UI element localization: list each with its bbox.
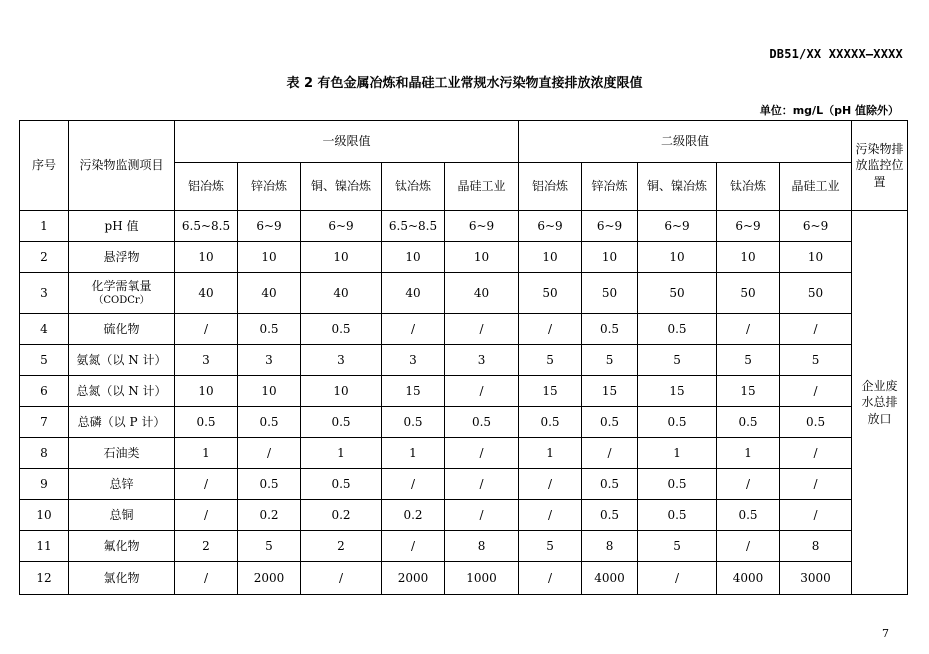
header-grade1: 一级限值 xyxy=(175,121,519,163)
value-cell: 1 xyxy=(175,438,238,469)
value-cell: 0.5 xyxy=(238,407,301,438)
value-cell: 0.2 xyxy=(382,500,445,531)
table-row xyxy=(20,438,908,469)
row-item: 氨氮（以 N 计） xyxy=(69,345,175,376)
value-cell: 1 xyxy=(382,438,445,469)
header-sub: 锌冶炼 xyxy=(238,163,301,211)
value-cell: 1 xyxy=(638,438,717,469)
value-cell: 0.5 xyxy=(301,407,382,438)
value-cell: 6~9 xyxy=(519,211,582,242)
value-cell: 3 xyxy=(301,345,382,376)
value-cell: 15 xyxy=(717,376,780,407)
value-cell: 50 xyxy=(519,273,582,314)
value-cell: 5 xyxy=(238,531,301,562)
value-cell: / xyxy=(519,562,582,595)
value-cell: 0.5 xyxy=(238,314,301,345)
row-number: 10 xyxy=(20,500,69,531)
page-number: 7 xyxy=(882,627,889,640)
table-row xyxy=(20,531,908,562)
value-cell: 0.2 xyxy=(238,500,301,531)
header-location: 污染物排放监控位置 xyxy=(852,121,908,211)
value-cell: 6~9 xyxy=(780,211,852,242)
header-sub: 晶硅工业 xyxy=(445,163,519,211)
value-cell: 0.5 xyxy=(519,407,582,438)
table-row xyxy=(20,273,908,314)
value-cell: 0.5 xyxy=(638,407,717,438)
header-seq: 序号 xyxy=(20,121,69,211)
value-cell: / xyxy=(445,500,519,531)
value-cell: 3000 xyxy=(780,562,852,595)
row-item xyxy=(69,273,175,314)
value-cell: / xyxy=(780,376,852,407)
value-cell: 15 xyxy=(638,376,717,407)
row-item: 氟化物 xyxy=(69,531,175,562)
table-row xyxy=(20,376,908,407)
value-cell: / xyxy=(519,500,582,531)
table-row xyxy=(20,500,908,531)
value-cell: 15 xyxy=(519,376,582,407)
value-cell: 0.5 xyxy=(238,469,301,500)
value-cell: 6.5~8.5 xyxy=(382,211,445,242)
value-cell: 50 xyxy=(582,273,638,314)
value-cell: 50 xyxy=(780,273,852,314)
value-cell: 0.5 xyxy=(445,407,519,438)
row-item: 总锌 xyxy=(69,469,175,500)
value-cell: 8 xyxy=(445,531,519,562)
document-code: DB51/XX XXXXX—XXXX xyxy=(769,47,903,61)
header-sub: 铝冶炼 xyxy=(519,163,582,211)
value-cell: 6~9 xyxy=(238,211,301,242)
value-cell: / xyxy=(519,469,582,500)
value-cell: / xyxy=(638,562,717,595)
table-title: 表 2 有色金属冶炼和晶硅工业常规水污染物直接排放浓度限值 xyxy=(286,76,643,91)
value-cell: / xyxy=(175,314,238,345)
value-cell: 10 xyxy=(382,242,445,273)
value-cell: 0.5 xyxy=(638,500,717,531)
value-cell: 2000 xyxy=(382,562,445,595)
value-cell: 5 xyxy=(717,345,780,376)
value-cell: 0.5 xyxy=(638,314,717,345)
value-cell: / xyxy=(780,314,852,345)
value-cell: 10 xyxy=(238,376,301,407)
row-number: 3 xyxy=(20,273,69,314)
value-cell: 10 xyxy=(445,242,519,273)
value-cell: 3 xyxy=(175,345,238,376)
value-cell: 40 xyxy=(175,273,238,314)
value-cell: / xyxy=(582,438,638,469)
value-cell: / xyxy=(717,531,780,562)
value-cell: 15 xyxy=(582,376,638,407)
row-item-sub: （CODCr） xyxy=(93,295,150,307)
value-cell: 10 xyxy=(582,242,638,273)
value-cell: 5 xyxy=(519,531,582,562)
value-cell: 0.5 xyxy=(301,314,382,345)
value-cell: 1 xyxy=(519,438,582,469)
row-item: 悬浮物 xyxy=(69,242,175,273)
value-cell: 0.5 xyxy=(382,407,445,438)
table-row xyxy=(20,407,908,438)
row-number: 12 xyxy=(20,562,69,595)
value-cell: / xyxy=(445,438,519,469)
value-cell: 5 xyxy=(582,345,638,376)
value-cell: 10 xyxy=(301,242,382,273)
value-cell: 50 xyxy=(638,273,717,314)
row-item-label: 化学需氧量 xyxy=(91,279,152,294)
value-cell: / xyxy=(445,314,519,345)
row-item: 总氮（以 N 计） xyxy=(69,376,175,407)
value-cell: 4000 xyxy=(582,562,638,595)
value-cell: / xyxy=(238,438,301,469)
value-cell: / xyxy=(519,314,582,345)
header-sub: 铜、镍冶炼 xyxy=(638,163,717,211)
value-cell: 10 xyxy=(519,242,582,273)
value-cell: 40 xyxy=(445,273,519,314)
table-row xyxy=(20,562,908,595)
value-cell: 40 xyxy=(382,273,445,314)
row-item: 石油类 xyxy=(69,438,175,469)
value-cell: 6~9 xyxy=(638,211,717,242)
value-cell: 2 xyxy=(301,531,382,562)
value-cell: 6~9 xyxy=(582,211,638,242)
value-cell: 40 xyxy=(301,273,382,314)
value-cell: 10 xyxy=(175,376,238,407)
header-sub: 钛冶炼 xyxy=(382,163,445,211)
header-sub: 锌冶炼 xyxy=(582,163,638,211)
value-cell: 0.5 xyxy=(717,500,780,531)
row-number: 1 xyxy=(20,211,69,242)
table-row xyxy=(20,469,908,500)
value-cell: 5 xyxy=(638,345,717,376)
value-cell: 10 xyxy=(780,242,852,273)
row-item: 氯化物 xyxy=(69,562,175,595)
value-cell: 15 xyxy=(382,376,445,407)
row-number: 5 xyxy=(20,345,69,376)
row-number: 7 xyxy=(20,407,69,438)
value-cell: 2 xyxy=(175,531,238,562)
value-cell: 0.5 xyxy=(780,407,852,438)
value-cell: 10 xyxy=(238,242,301,273)
value-cell: / xyxy=(717,469,780,500)
value-cell: 0.5 xyxy=(582,500,638,531)
value-cell: 1000 xyxy=(445,562,519,595)
value-cell: / xyxy=(445,376,519,407)
value-cell: 6.5~8.5 xyxy=(175,211,238,242)
header-sub: 铝冶炼 xyxy=(175,163,238,211)
value-cell: 3 xyxy=(445,345,519,376)
row-item: 总铜 xyxy=(69,500,175,531)
value-cell: 0.5 xyxy=(582,469,638,500)
value-cell: 8 xyxy=(582,531,638,562)
value-cell: / xyxy=(382,531,445,562)
header-sub: 晶硅工业 xyxy=(780,163,852,211)
value-cell: 0.2 xyxy=(301,500,382,531)
value-cell: / xyxy=(717,314,780,345)
value-cell: / xyxy=(382,469,445,500)
value-cell: 0.5 xyxy=(301,469,382,500)
value-cell: 6~9 xyxy=(301,211,382,242)
header-item: 污染物监测项目 xyxy=(69,121,175,211)
value-cell: 10 xyxy=(301,376,382,407)
value-cell: / xyxy=(175,562,238,595)
value-cell: / xyxy=(175,469,238,500)
row-number: 11 xyxy=(20,531,69,562)
value-cell: / xyxy=(301,562,382,595)
unit-note: 单位：mg/L（pH 值除外） xyxy=(759,104,899,117)
value-cell: 50 xyxy=(717,273,780,314)
row-number: 6 xyxy=(20,376,69,407)
value-cell: 8 xyxy=(780,531,852,562)
value-cell: 3 xyxy=(238,345,301,376)
row-item: 总磷（以 P 计） xyxy=(69,407,175,438)
value-cell: / xyxy=(780,469,852,500)
value-cell: / xyxy=(780,438,852,469)
value-cell: 3 xyxy=(382,345,445,376)
value-cell: 40 xyxy=(238,273,301,314)
value-cell: 1 xyxy=(301,438,382,469)
row-item: 硫化物 xyxy=(69,314,175,345)
value-cell: 2000 xyxy=(238,562,301,595)
value-cell: 6~9 xyxy=(445,211,519,242)
value-cell: / xyxy=(780,500,852,531)
value-cell: 5 xyxy=(780,345,852,376)
value-cell: 0.5 xyxy=(175,407,238,438)
value-cell: / xyxy=(382,314,445,345)
row-number: 4 xyxy=(20,314,69,345)
row-item: pH 值 xyxy=(69,211,175,242)
row-number: 9 xyxy=(20,469,69,500)
value-cell: 6~9 xyxy=(717,211,780,242)
row-number: 8 xyxy=(20,438,69,469)
value-cell: 10 xyxy=(175,242,238,273)
location-cell: 企业废水总排放口 xyxy=(852,211,908,595)
value-cell: 10 xyxy=(638,242,717,273)
value-cell: / xyxy=(445,469,519,500)
value-cell: 10 xyxy=(717,242,780,273)
value-cell: 5 xyxy=(638,531,717,562)
value-cell: 0.5 xyxy=(638,469,717,500)
limits-table xyxy=(19,120,908,595)
value-cell: 0.5 xyxy=(582,407,638,438)
table-row xyxy=(20,345,908,376)
value-cell: / xyxy=(175,500,238,531)
header-grade2: 二级限值 xyxy=(519,121,852,163)
table-row xyxy=(20,242,908,273)
value-cell: 1 xyxy=(717,438,780,469)
row-number: 2 xyxy=(20,242,69,273)
header-sub: 钛冶炼 xyxy=(717,163,780,211)
table-row xyxy=(20,314,908,345)
value-cell: 0.5 xyxy=(582,314,638,345)
header-sub: 铜、镍冶炼 xyxy=(301,163,382,211)
value-cell: 5 xyxy=(519,345,582,376)
value-cell: 4000 xyxy=(717,562,780,595)
value-cell: 0.5 xyxy=(717,407,780,438)
table-row xyxy=(20,211,908,242)
